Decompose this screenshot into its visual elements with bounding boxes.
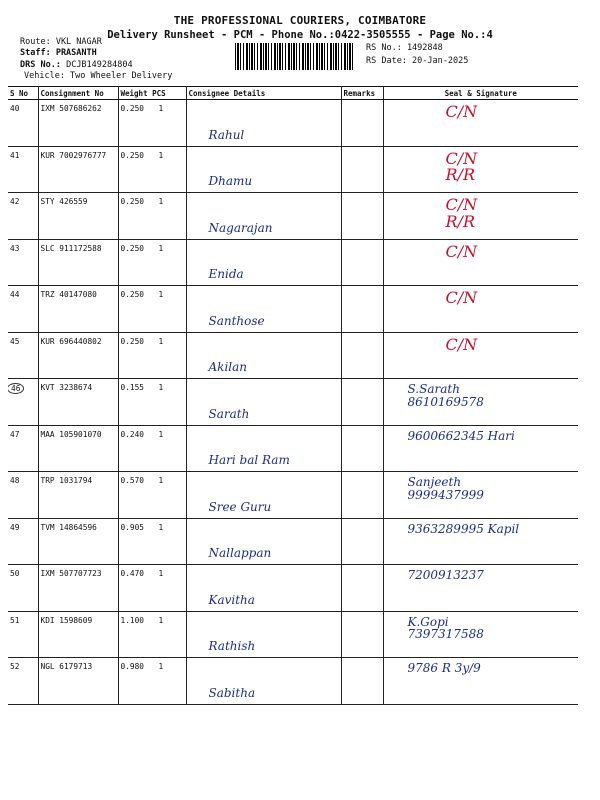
row-pcs: 1 <box>158 243 164 253</box>
row-sno-text: 50 <box>10 569 20 578</box>
runsheet-body <box>8 100 578 705</box>
table-row <box>8 146 578 193</box>
row-seal <box>383 193 578 240</box>
row-consignee-signature: Sarath <box>186 379 341 426</box>
row-weight: 0.570 <box>120 476 144 485</box>
seal-signature-text: C/N R/R <box>445 148 478 185</box>
company-title: THE PROFESSIONAL COURIERS, COIMBATORE <box>173 14 427 27</box>
barcode <box>235 43 353 70</box>
row-remarks <box>341 518 383 565</box>
row-seal <box>383 286 578 333</box>
seal-signature-text: C/N <box>445 241 478 261</box>
row-weight: 0.980 <box>120 662 144 671</box>
row-consignment: KUR 7002976777 <box>38 146 118 193</box>
row-consignment: IXM 507686262 <box>38 100 118 147</box>
row-sno-text: 42 <box>10 197 20 206</box>
row-consignee-signature: Akilan <box>186 332 341 379</box>
row-consignee-signature: Sabitha <box>186 658 341 705</box>
row-sno <box>8 100 38 147</box>
rs-no: RS No.: 1492848 <box>366 43 443 53</box>
col-consignment: Consignment No <box>38 87 118 100</box>
row-pcs: 1 <box>158 522 164 532</box>
row-weight: 0.250 <box>120 290 144 299</box>
header-row <box>8 87 578 100</box>
row-pcs: 1 <box>158 197 164 206</box>
row-sno-text: 46 <box>11 384 21 393</box>
table-row <box>8 565 578 612</box>
row-seal <box>383 565 578 612</box>
staff: Staff: PRASANTH <box>20 48 97 58</box>
row-consignment: STY 426559 <box>38 193 118 240</box>
row-pcs: 1 <box>158 615 164 625</box>
drs-label: DRS No.: <box>20 60 61 70</box>
row-sno-text: 44 <box>10 290 20 299</box>
row-remarks <box>341 658 383 705</box>
seal-signature-text: C/N <box>445 102 478 121</box>
seal-signature-text: C/N <box>445 334 478 354</box>
table-row <box>8 472 578 519</box>
row-consignee-signature: Nallappan <box>186 518 341 565</box>
seal-signature-text: 7200913237 <box>407 568 484 582</box>
row-sno-text: 51 <box>10 615 20 625</box>
table-row <box>8 658 578 705</box>
row-weight: 0.905 <box>120 522 144 532</box>
row-consignment: KUR 696440802 <box>38 332 118 379</box>
row-remarks <box>341 239 383 286</box>
row-sno <box>8 379 38 426</box>
row-remarks <box>341 286 383 333</box>
row-seal <box>383 611 578 658</box>
row-weight-pcs <box>118 146 186 193</box>
row-weight: 0.250 <box>120 197 144 206</box>
drs-no <box>20 60 133 70</box>
row-pcs: 1 <box>158 383 164 392</box>
row-remarks <box>341 611 383 658</box>
row-seal <box>383 379 578 426</box>
row-weight-pcs <box>118 193 186 240</box>
row-weight-pcs <box>118 472 186 519</box>
seal-signature-text: 9600662345 Hari <box>407 428 515 443</box>
row-consignee-signature: Kavitha <box>186 565 341 612</box>
row-weight-pcs <box>118 425 186 472</box>
row-weight: 0.250 <box>120 336 144 346</box>
row-consignee-signature: Santhose <box>186 286 341 333</box>
row-seal <box>383 518 578 565</box>
row-consignment: MAA 105901070 <box>38 425 118 472</box>
row-sno-text: 47 <box>10 429 20 439</box>
row-weight-pcs <box>118 611 186 658</box>
table-row <box>8 239 578 286</box>
row-consignment: IXM 507707723 <box>38 565 118 612</box>
row-sno <box>8 611 38 658</box>
rs-date: RS Date: 20-Jan-2025 <box>366 56 469 66</box>
row-consignment: KDI 1598609 <box>38 611 118 658</box>
row-remarks <box>341 193 383 240</box>
row-sno-text: 40 <box>10 104 20 113</box>
row-weight-pcs <box>118 518 186 565</box>
row-weight-pcs <box>118 286 186 333</box>
route: Route: VKL NAGAR <box>20 37 102 47</box>
row-seal <box>383 100 578 147</box>
row-weight: 0.250 <box>120 104 144 113</box>
row-consignee-signature: Nagarajan <box>186 193 341 240</box>
seal-signature-text: K.Gopi 7397317588 <box>407 614 484 642</box>
table-row <box>8 100 578 147</box>
seal-signature-text: C/N <box>445 288 478 307</box>
row-sno <box>8 658 38 705</box>
row-sno <box>8 239 38 286</box>
row-remarks <box>341 425 383 472</box>
row-remarks <box>341 100 383 147</box>
seal-signature-text: C/N R/R <box>445 195 478 231</box>
col-sno: S No <box>8 87 38 100</box>
row-weight-pcs <box>118 239 186 286</box>
row-weight: 0.250 <box>120 150 144 160</box>
table-row <box>8 518 578 565</box>
row-pcs: 1 <box>158 429 164 439</box>
row-pcs: 1 <box>158 662 164 671</box>
row-weight: 0.250 <box>120 243 144 253</box>
row-sno-text: 45 <box>10 336 20 346</box>
row-consignee-signature: Rahul <box>186 100 341 147</box>
row-weight: 1.100 <box>120 615 144 625</box>
table-row <box>8 193 578 240</box>
row-seal <box>383 239 578 286</box>
row-pcs: 1 <box>158 150 164 160</box>
row-consignment: TVM 14864596 <box>38 518 118 565</box>
table-row <box>8 611 578 658</box>
row-sno <box>8 472 38 519</box>
row-seal <box>383 332 578 379</box>
col-seal-signature: Seal & Signature <box>383 87 578 100</box>
row-consignment: NGL 6179713 <box>38 658 118 705</box>
table-row <box>8 425 578 472</box>
row-seal <box>383 425 578 472</box>
row-weight: 0.240 <box>120 429 144 439</box>
row-weight-pcs <box>118 658 186 705</box>
row-consignee-signature: Sree Guru <box>186 472 341 519</box>
table-row <box>8 332 578 379</box>
row-sno <box>8 193 38 240</box>
row-sno <box>8 425 38 472</box>
row-remarks <box>341 379 383 426</box>
row-sno-text: 49 <box>10 522 20 532</box>
row-weight: 0.470 <box>120 569 144 578</box>
row-weight-pcs <box>118 332 186 379</box>
circled-number <box>8 383 24 394</box>
row-remarks <box>341 332 383 379</box>
row-seal <box>383 658 578 705</box>
row-sno <box>8 146 38 193</box>
row-sno <box>8 518 38 565</box>
row-consignee-signature: Hari bal Ram <box>186 425 341 472</box>
row-remarks <box>341 146 383 193</box>
row-sno <box>8 286 38 333</box>
table-row <box>8 286 578 333</box>
col-weight-pcs: Weight PCS <box>118 87 186 100</box>
row-consignment: SLC 911172588 <box>38 239 118 286</box>
drs-value: DCJB149284804 <box>66 60 133 70</box>
row-consignment: TRP 1031794 <box>38 472 118 519</box>
table-row <box>8 379 578 426</box>
row-consignee-signature: Rathish <box>186 611 341 658</box>
seal-signature-text: S.Sarath 8610169578 <box>407 382 484 409</box>
col-consignee: Consignee Details <box>186 87 341 100</box>
row-remarks <box>341 472 383 519</box>
row-pcs: 1 <box>158 290 164 299</box>
row-weight-pcs <box>118 100 186 147</box>
row-remarks <box>341 565 383 612</box>
row-consignment: KVT 3238674 <box>38 379 118 426</box>
row-pcs: 1 <box>158 336 164 346</box>
row-sno <box>8 332 38 379</box>
row-sno-text: 43 <box>10 243 20 253</box>
page-bottom-edge <box>0 796 600 800</box>
vehicle: Vehicle: Two Wheeler Delivery <box>24 71 173 81</box>
row-weight-pcs <box>118 379 186 426</box>
seal-signature-text: 9786 R 3y/9 <box>407 661 481 675</box>
row-pcs: 1 <box>158 569 164 578</box>
row-consignee-signature: Enida <box>186 239 341 286</box>
row-seal <box>383 472 578 519</box>
row-sno-text: 52 <box>10 662 20 671</box>
row-pcs: 1 <box>158 104 164 113</box>
row-seal <box>383 146 578 193</box>
row-weight: 0.155 <box>120 383 144 392</box>
col-remarks: Remarks <box>341 87 383 100</box>
row-pcs: 1 <box>158 476 164 485</box>
seal-signature-text: 9363289995 Kapil <box>407 521 520 536</box>
seal-signature-text: Sanjeeth 9999437999 <box>407 475 484 502</box>
runsheet-table <box>8 86 578 705</box>
row-sno-text: 48 <box>10 476 20 485</box>
row-sno-text: 41 <box>10 150 20 160</box>
row-sno <box>8 565 38 612</box>
row-consignee-signature: Dhamu <box>186 146 341 193</box>
runsheet-subtitle: Delivery Runsheet - PCM - Phone No.:0422-3505555 - Page No.:4 <box>107 29 493 41</box>
row-weight-pcs <box>118 565 186 612</box>
row-consignment: TRZ 40147080 <box>38 286 118 333</box>
